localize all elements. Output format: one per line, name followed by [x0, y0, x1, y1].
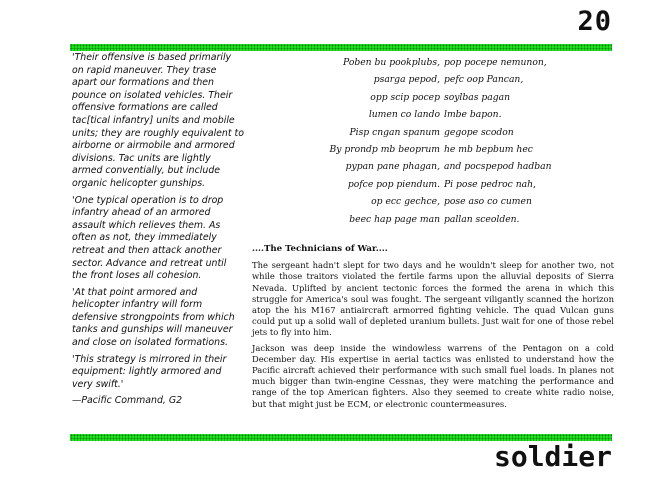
poem-block [300, 54, 600, 224]
poem-line: lmbe bapon. [444, 109, 502, 121]
poem-line: By prondp mb beoprum [329, 144, 440, 156]
poem-line: pefc oop Pancan, [444, 74, 524, 86]
poem-line: pofce pop piendum. [347, 178, 440, 190]
quote-paragraph: 'This strategy is mirrored in their equipment: lightly armored and very swift.' [72, 353, 227, 390]
poem-line: opp scip pocep [370, 91, 440, 103]
poem-line: Pi pose pedroc nah, [444, 178, 536, 190]
poem-line: beec hap page man [349, 213, 440, 225]
quote-paragraph: 'One typical operation is to drop infantry ahead of an armored assault which relieves them. As often as not, they immediately retreat and then attack another sector. Advance and retreat until the front loses all cohesion. [72, 194, 227, 282]
poem-line: Poben bu pookplubs, [343, 57, 440, 68]
poem-line: gegope scodon [444, 126, 514, 138]
poem-line: pallan sceolden. [444, 213, 520, 225]
poem-line: he mb bepbum hec [444, 144, 533, 156]
quote-attribution: —Pacific Command, G2 [72, 395, 183, 407]
top-divider-bar [70, 44, 612, 51]
poem-left-column [300, 54, 440, 228]
quote-paragraph: 'At that point armored and helicopter infantry will form defensive strongpoints from which tanks and gunships will maneuver and close on isolated formations. [72, 286, 235, 349]
poem-line: soylbas pagan [444, 91, 511, 103]
quote-column [72, 52, 244, 412]
article-paragraph: The sergeant hadn't slept for two days and he wouldn't sleep for another two, not while those traitors violated the fertile farms upon the alluvial deposits of Sierra Nevada. Uplifted by ancient tectonic forces the formed the arena in which this struggle for America's soul was fought. The sergeant viligantly scanned the horizon atop the his M167 antiaircraft armorred fighting vehicle. The quad Vulcan guns could put up a solid wall of depleted uranium bullets. Just wait for one of those rebel jets to fly into him. [252, 260, 614, 338]
quote-paragraph: 'Their offensive is based primarily on rapid maneuver. They trase apart our formations and then pounce on isolated vehicles. Their offensive formations are called tac[tical infantry] units and mobile units; they are roughly equivalent to airborne or airmobile and armored divisions. Tac units are lightly armed conventially, but include organic helicopter gunships. [72, 52, 244, 189]
brand-logo: soldier [493, 440, 612, 473]
poem-line: pose aso co cumen [444, 196, 532, 208]
poem-line: Pisp cngan spanum [349, 126, 440, 138]
poem-line: op ecc gechce, [371, 196, 440, 208]
poem-line: psarga pepod, [373, 74, 440, 86]
poem-line: lumen co lando [368, 109, 440, 121]
article [252, 244, 614, 414]
poem-right-column [444, 54, 600, 228]
article-heading: ....The Technicians of War.... [252, 244, 388, 254]
poem-line: and pocspepod hadban [444, 161, 552, 173]
poem-line: pypan pane phagan, [345, 161, 440, 173]
page-number: 20 [577, 6, 612, 37]
article-paragraph: Jackson was deep inside the windowless warrens of the Pentagon on a cold December day. His expertise in aerial tactics was enlisted to understand how the Pacific aircraft achieved their performance with such small fuel loads. In planes not much bigger than twin-engine Cessnas, they were matching the performance and range of the top American fighters. Also they seemed to create white radio noise, but that might just be ECM, or electronic countermeasures. [252, 342, 614, 409]
poem-line: pop pocepe nemunon, [444, 57, 547, 68]
